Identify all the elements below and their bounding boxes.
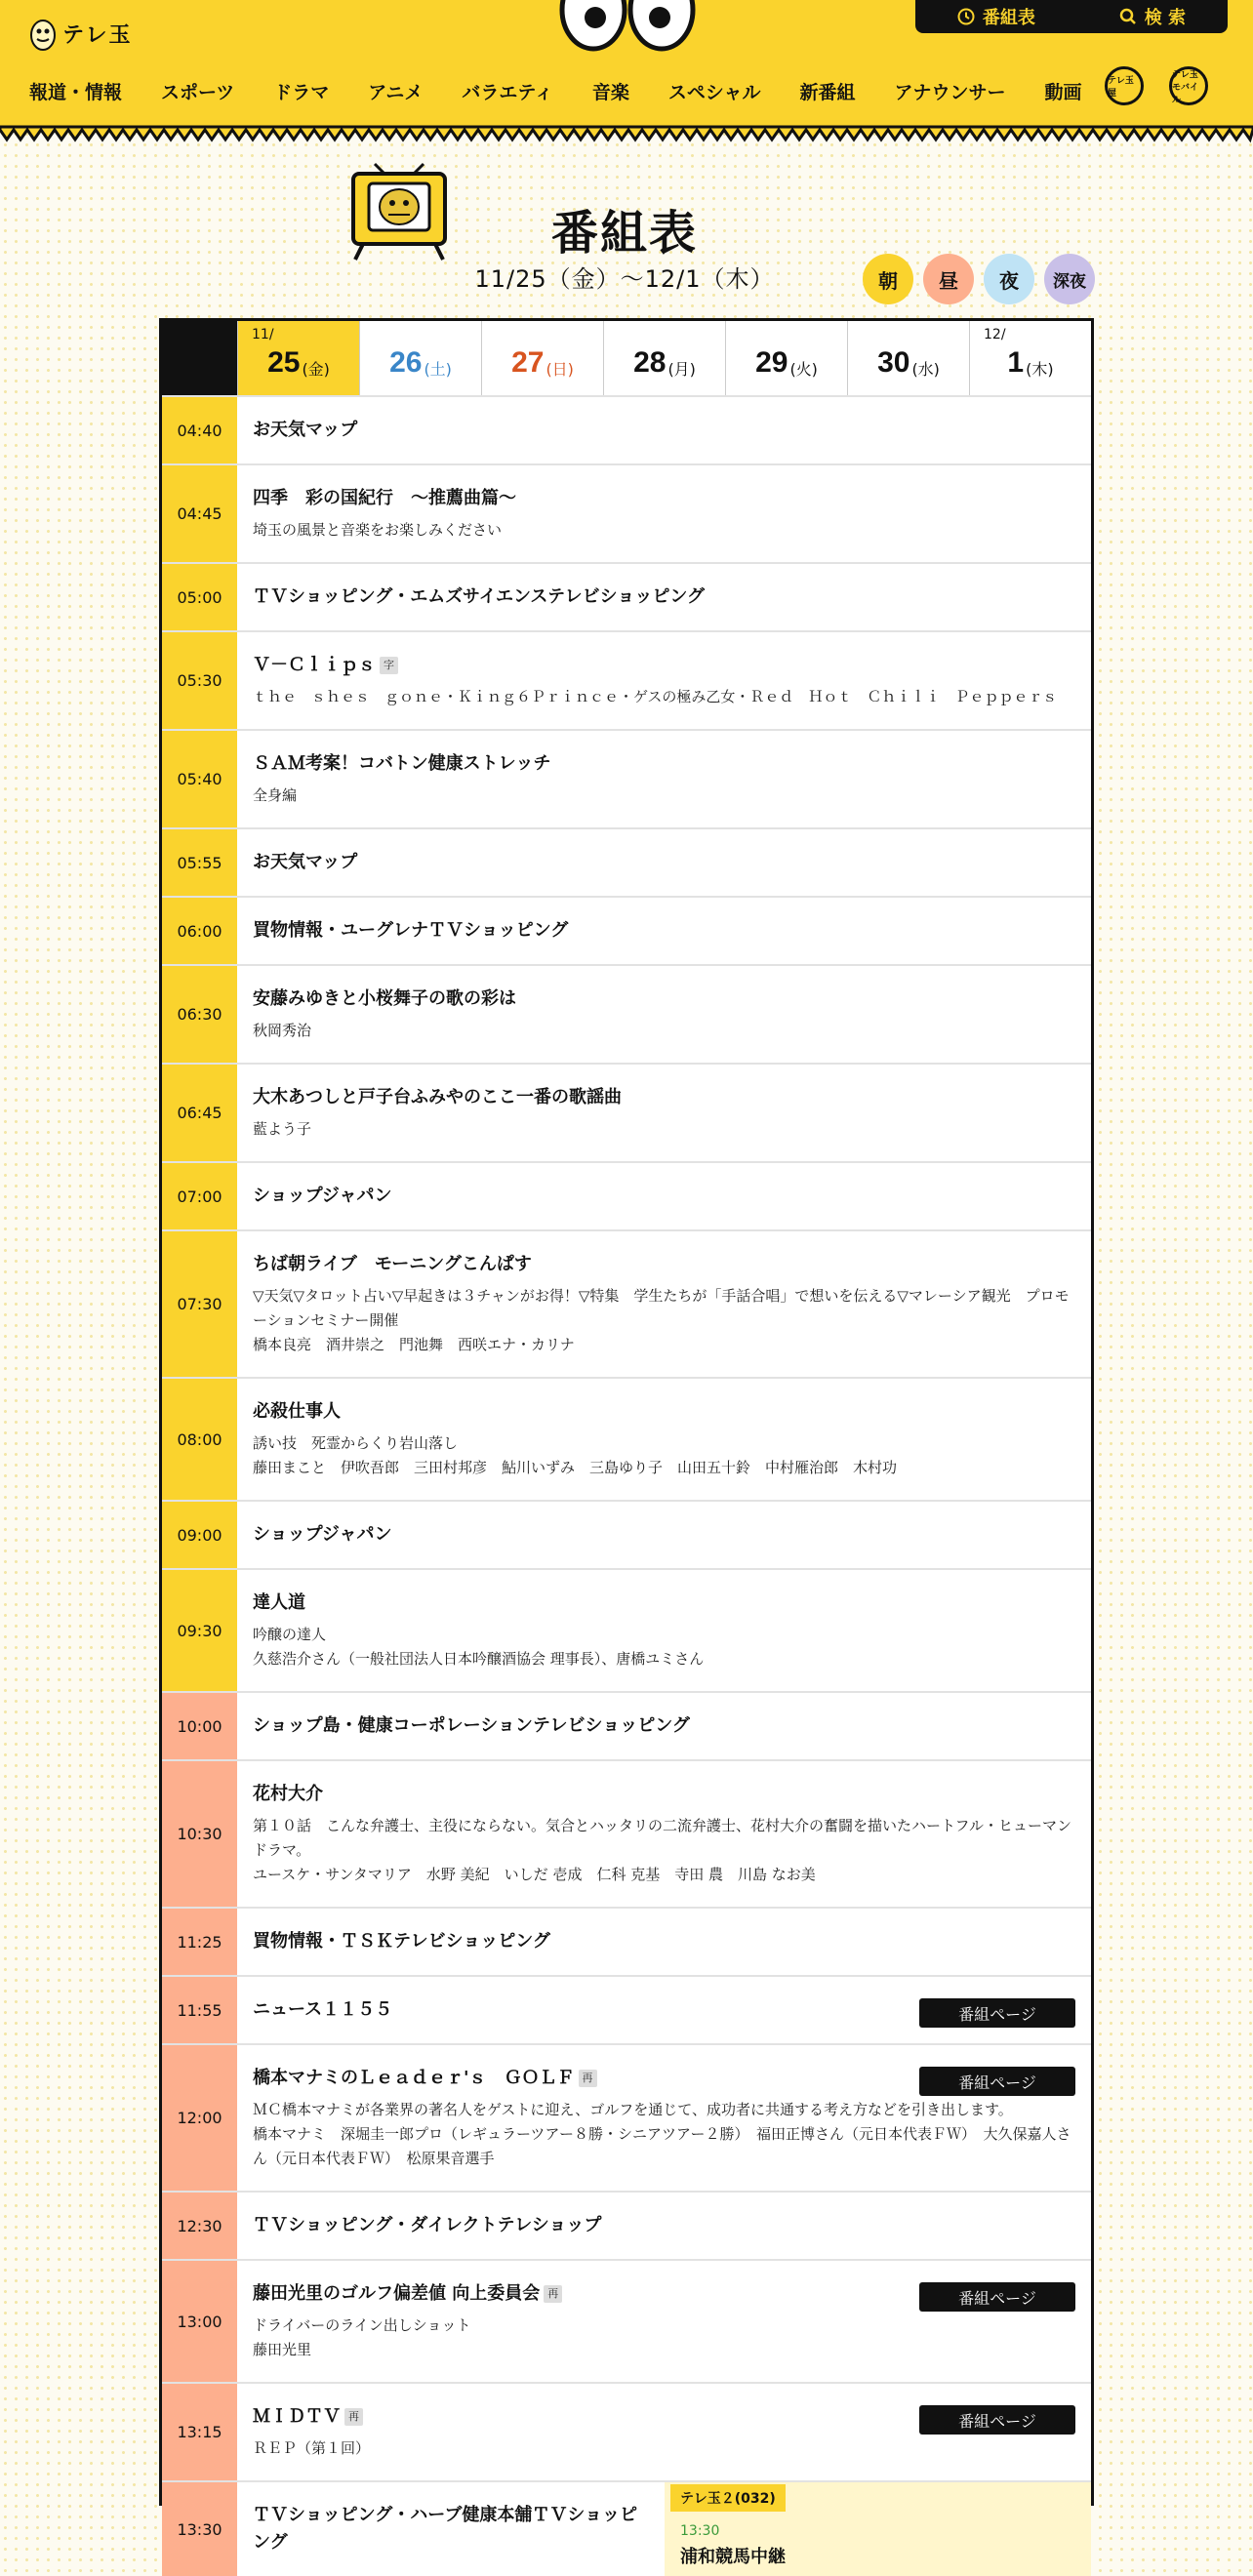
mascot-eyes-icon bbox=[554, 0, 701, 59]
program-row bbox=[162, 395, 1091, 463]
date-month: 12/ bbox=[984, 327, 1006, 342]
date-day: 30 bbox=[877, 346, 910, 379]
nav-item-new-programs[interactable]: 新番組 bbox=[799, 82, 856, 103]
nav-item-drama[interactable]: ドラマ bbox=[273, 82, 330, 103]
program-title-text: 達人道 bbox=[253, 1592, 305, 1613]
logo-text: テレ玉 bbox=[62, 22, 133, 48]
program-time: 11:55 bbox=[162, 1977, 237, 2043]
program-title[interactable] bbox=[253, 1398, 1075, 1426]
program-title[interactable] bbox=[253, 2502, 649, 2556]
search-link-label: 検 索 bbox=[1144, 8, 1187, 28]
schedule-table bbox=[159, 318, 1094, 2567]
program-title[interactable] bbox=[253, 1183, 1075, 1210]
nav-item-announcers[interactable]: アナウンサー bbox=[894, 82, 1006, 103]
date-tab[interactable] bbox=[359, 321, 481, 395]
program-cell[interactable] bbox=[237, 731, 1091, 827]
program-title-text: 必殺仕事人 bbox=[253, 1401, 341, 1422]
program-title[interactable] bbox=[253, 1928, 1075, 1955]
program-cell[interactable] bbox=[237, 1693, 1091, 1759]
date-tab[interactable] bbox=[237, 321, 359, 395]
program-cell[interactable] bbox=[237, 2261, 1091, 2382]
time-of-day-chips bbox=[863, 254, 1095, 304]
program-time: 08:00 bbox=[162, 1379, 237, 1500]
date-selector bbox=[162, 321, 1091, 395]
program-title-text: ＴＶショッピング・ダイレクトテレショップ bbox=[253, 2215, 602, 2235]
site-logo[interactable] bbox=[29, 16, 133, 51]
program-time: 09:00 bbox=[162, 1502, 237, 1568]
program-title-text: お天気マップ bbox=[253, 852, 358, 872]
program-title[interactable] bbox=[253, 652, 1075, 679]
program-cast: 橋本マナミ 深堀圭一郎プロ（レギュラーツアー８勝・シニアツアー２勝） 福田正博さん（元日本代表ＦＷ） 大久保嘉人さん（元日本代表ＦＷ） 松原果音選手 bbox=[253, 2125, 1071, 2167]
nav-item-news[interactable]: 報道・情報 bbox=[29, 82, 123, 103]
program-description: 埼玉の風景と音楽をお楽しみください bbox=[253, 521, 503, 539]
program-description: 藍よう子 bbox=[253, 1120, 312, 1138]
program-time: 05:30 bbox=[162, 632, 237, 729]
date-weekday: (金) bbox=[302, 360, 330, 379]
page-title: 番組表 bbox=[550, 206, 698, 261]
sub-channel-title[interactable]: 浦和競馬中継 bbox=[680, 2547, 786, 2567]
tv-mascot-icon bbox=[345, 164, 453, 262]
date-weekday: (日) bbox=[546, 360, 574, 379]
program-title[interactable] bbox=[253, 584, 1075, 611]
program-row bbox=[162, 2043, 1091, 2191]
nav-item-anime[interactable]: アニメ bbox=[368, 82, 424, 103]
program-time: 04:40 bbox=[162, 397, 237, 463]
program-title-text: お天気マップ bbox=[253, 420, 358, 440]
program-row bbox=[162, 1975, 1091, 2043]
program-title-text: 橋本マナミのＬｅａｄｅｒ'ｓ ＧＯＬＦ bbox=[253, 2068, 575, 2088]
program-description: ＲＥＰ（第１回） bbox=[253, 2439, 371, 2457]
program-title[interactable] bbox=[253, 1590, 1075, 1617]
program-title-text: 花村大介 bbox=[253, 1784, 323, 1804]
program-title[interactable] bbox=[253, 750, 1075, 778]
program-cast: 藤田光里 bbox=[253, 2341, 312, 2358]
program-time: 07:30 bbox=[162, 1231, 237, 1377]
main-nav bbox=[29, 78, 1121, 104]
chip-late-night[interactable]: 深夜 bbox=[1044, 254, 1095, 304]
search-icon bbox=[1119, 8, 1137, 25]
program-title[interactable] bbox=[253, 1712, 1075, 1740]
program-title-text: 安藤みゆきと小桜舞子の歌の彩は bbox=[253, 988, 516, 1009]
program-time: 05:40 bbox=[162, 731, 237, 827]
date-tab[interactable] bbox=[847, 321, 969, 395]
program-title[interactable] bbox=[253, 417, 1075, 444]
program-cell[interactable] bbox=[237, 564, 1091, 630]
program-title-text: ちば朝ライブ モーニングこんぱす bbox=[253, 1254, 532, 1274]
date-day: 27 bbox=[511, 346, 545, 379]
program-title[interactable] bbox=[253, 1521, 1075, 1549]
sub-channel-time: 13:30 bbox=[680, 2523, 720, 2539]
program-row bbox=[162, 2191, 1091, 2259]
program-row bbox=[162, 827, 1091, 896]
program-title-text: 買物情報・ＴＳＫテレビショッピング bbox=[253, 1931, 550, 1952]
program-title[interactable] bbox=[253, 849, 1075, 876]
search-link[interactable] bbox=[1119, 4, 1186, 29]
program-cell[interactable] bbox=[237, 1502, 1091, 1568]
program-row bbox=[162, 463, 1091, 562]
chip-daytime[interactable]: 昼 bbox=[923, 254, 974, 304]
program-time: 11:25 bbox=[162, 1909, 237, 1975]
program-row bbox=[162, 2382, 1091, 2480]
program-page-button[interactable]: 番組ページ bbox=[919, 1998, 1075, 2028]
program-time: 09:30 bbox=[162, 1570, 237, 1691]
program-description: 第１０話 こんな弁護士、主役にならない。気合とハッタリの二流弁護士、花村大介の奮闘を描いたハートフル・ヒューマンドラマ。 bbox=[253, 1817, 1071, 1859]
shop-icon-label: テレ玉屋 bbox=[1108, 76, 1134, 99]
program-title[interactable] bbox=[253, 917, 1075, 945]
date-range: 11/25（金）〜12/1（木） bbox=[474, 265, 775, 293]
program-row bbox=[162, 1063, 1091, 1161]
program-time: 06:30 bbox=[162, 966, 237, 1063]
date-weekday: (木) bbox=[1026, 360, 1054, 379]
program-title-text: ＴＶショッピング・ハーブ健康本舗ＴＶショッピング bbox=[253, 2505, 638, 2553]
program-cell[interactable] bbox=[237, 2193, 1091, 2259]
nav-item-video[interactable]: 動画 bbox=[1044, 82, 1082, 103]
mobile-icon[interactable] bbox=[1169, 66, 1208, 105]
mobile-icon-label: テレ玉モバイル bbox=[1172, 69, 1199, 105]
program-time: 06:00 bbox=[162, 898, 237, 964]
program-time: 13:30 bbox=[162, 2482, 237, 2576]
program-page-button[interactable]: 番組ページ bbox=[919, 2067, 1075, 2096]
date-day: 25 bbox=[267, 346, 301, 379]
program-cell[interactable] bbox=[237, 1379, 1091, 1500]
program-cell[interactable] bbox=[237, 1231, 1091, 1377]
program-cast: 藤田まこと 伊吹吾郎 三田村邦彦 鮎川いずみ 三島ゆり子 山田五十鈴 中村雁治郎 木村功 bbox=[253, 1459, 898, 1476]
nav-icon-links bbox=[1105, 66, 1208, 105]
program-time: 12:30 bbox=[162, 2193, 237, 2259]
chip-morning[interactable]: 朝 bbox=[863, 254, 913, 304]
program-row bbox=[162, 630, 1091, 729]
program-badge: 再 bbox=[579, 2070, 597, 2087]
program-time: 06:45 bbox=[162, 1065, 237, 1161]
program-title[interactable] bbox=[253, 2212, 1075, 2239]
program-row bbox=[162, 1229, 1091, 1377]
program-row bbox=[162, 562, 1091, 630]
program-time: 07:00 bbox=[162, 1163, 237, 1229]
program-time: 10:30 bbox=[162, 1761, 237, 1907]
program-title[interactable] bbox=[253, 485, 1075, 512]
program-row bbox=[162, 2480, 1091, 2576]
program-title-text: 買物情報・ユーグレナＴＶショッピング bbox=[253, 920, 569, 941]
date-tab[interactable] bbox=[481, 321, 603, 395]
program-row bbox=[162, 1568, 1091, 1691]
program-time: 13:15 bbox=[162, 2384, 237, 2480]
program-title-text: ショップジャパン bbox=[253, 1186, 392, 1206]
program-title-text: ＴＶショッピング・エムズサイエンステレビショッピング bbox=[253, 586, 705, 607]
program-cast: ユースケ・サンタマリア 水野 美紀 いしだ 壱成 仁科 克基 寺田 農 川島 なお美 bbox=[253, 1866, 816, 1883]
program-cell[interactable] bbox=[237, 2482, 665, 2576]
program-badge: 字 bbox=[380, 657, 398, 674]
program-badge: 再 bbox=[344, 2408, 363, 2426]
program-title[interactable] bbox=[253, 1251, 1075, 1278]
program-time: 04:45 bbox=[162, 465, 237, 562]
date-tab[interactable] bbox=[725, 321, 847, 395]
site-header bbox=[0, 0, 1253, 127]
program-row bbox=[162, 1500, 1091, 1568]
program-time: 05:55 bbox=[162, 829, 237, 896]
program-row bbox=[162, 964, 1091, 1063]
program-row bbox=[162, 1759, 1091, 1907]
program-description: 秋岡秀治 bbox=[253, 1022, 312, 1039]
date-tab[interactable] bbox=[603, 321, 725, 395]
date-day: 1 bbox=[1007, 346, 1025, 379]
program-row bbox=[162, 1161, 1091, 1229]
schedule-link[interactable] bbox=[957, 4, 1035, 29]
date-weekday: (土) bbox=[424, 360, 452, 379]
program-cell[interactable] bbox=[237, 1163, 1091, 1229]
clock-icon bbox=[957, 8, 975, 25]
top-utility-bar bbox=[915, 0, 1228, 33]
date-weekday: (水) bbox=[911, 360, 940, 379]
program-title-text: ショップジャパン bbox=[253, 1524, 392, 1545]
program-title-text: 藤田光里のゴルフ偏差値 向上委員会 bbox=[253, 2283, 541, 2304]
program-cell[interactable] bbox=[237, 1065, 1091, 1161]
schedule-link-label: 番組表 bbox=[982, 8, 1035, 28]
program-row bbox=[162, 729, 1091, 827]
program-row bbox=[162, 1691, 1091, 1759]
program-title-text: ショップ島・健康コーポレーションテレビショッピング bbox=[253, 1715, 690, 1736]
program-title-text: ニュース１１５５ bbox=[253, 1999, 393, 2020]
program-title-text: Ｖ－Ｃｌｉｐｓ bbox=[253, 655, 376, 675]
program-cell[interactable] bbox=[237, 2045, 1091, 2191]
tamago-mascot-icon bbox=[29, 16, 57, 51]
nav-item-variety[interactable]: バラエティ bbox=[462, 82, 553, 103]
nav-item-special[interactable]: スペシャル bbox=[667, 82, 761, 103]
program-page-button[interactable]: 番組ページ bbox=[919, 2405, 1075, 2435]
program-title[interactable] bbox=[253, 986, 1075, 1013]
program-time: 05:00 bbox=[162, 564, 237, 630]
program-description: ｔｈｅ ｓｈｅｓ ｇｏｎｅ・Ｋｉｎｇ６Ｐｒｉｎｃｅ・ゲスの極み乙女・Ｒｅｄ Ｈｏｔ Ｃｈｉｌｉ Ｐｅｐｐｅｒｓ bbox=[253, 688, 1058, 705]
program-cell[interactable] bbox=[237, 397, 1091, 463]
date-weekday: (火) bbox=[789, 360, 818, 379]
program-row bbox=[162, 2259, 1091, 2382]
program-cast: 久慈浩介さん（一般社団法人日本吟醸酒協会 理事長）、唐橋ユミさん bbox=[253, 1650, 705, 1668]
sub-channel-panel[interactable] bbox=[665, 2482, 1091, 2576]
program-description: 誘い技 死霊からくり岩山落し bbox=[253, 1434, 459, 1452]
program-page-button[interactable]: 番組ページ bbox=[919, 2282, 1075, 2312]
program-time: 12:00 bbox=[162, 2045, 237, 2191]
program-description: 全身編 bbox=[253, 786, 298, 804]
program-split bbox=[237, 2482, 1091, 2576]
program-list bbox=[162, 395, 1091, 2576]
program-cell[interactable] bbox=[237, 632, 1091, 729]
program-cast: 橋本良亮 酒井崇之 門池舞 西咲エナ・カリナ bbox=[253, 1336, 575, 1353]
program-cell[interactable] bbox=[237, 1977, 1091, 2043]
program-row bbox=[162, 1377, 1091, 1500]
nav-item-music[interactable]: 音楽 bbox=[591, 82, 629, 103]
nav-item-sports[interactable]: スポーツ bbox=[161, 82, 235, 103]
program-description: 吟醸の達人 bbox=[253, 1626, 327, 1643]
date-corner bbox=[162, 321, 237, 395]
program-cell[interactable] bbox=[237, 1570, 1091, 1691]
date-day: 28 bbox=[633, 346, 667, 379]
program-description: ドライバーのライン出しショット bbox=[253, 2316, 471, 2334]
program-title-text: 四季 彩の国紀行 ～推薦曲篇～ bbox=[253, 488, 516, 508]
program-cell[interactable] bbox=[237, 898, 1091, 964]
program-title-text: 大木あつしと戸子台ふみやのここ一番の歌謡曲 bbox=[253, 1087, 622, 1107]
header-zigzag-edge bbox=[0, 127, 1253, 144]
program-row bbox=[162, 1907, 1091, 1975]
program-description: ＭＣ橋本マナミが各業界の著名人をゲストに迎え、ゴルフを通じて、成功者に共通する考え方などを引き出します。 bbox=[253, 2101, 1013, 2118]
program-cell[interactable] bbox=[237, 829, 1091, 896]
chip-evening[interactable]: 夜 bbox=[984, 254, 1034, 304]
program-title[interactable] bbox=[253, 1084, 1075, 1111]
program-time: 10:00 bbox=[162, 1693, 237, 1759]
sub-channel-tag: テレ玉２(032) bbox=[670, 2484, 786, 2512]
program-cell[interactable] bbox=[237, 966, 1091, 1063]
program-cell[interactable] bbox=[237, 2384, 1091, 2480]
date-month: 11/ bbox=[252, 327, 274, 342]
program-time: 13:00 bbox=[162, 2261, 237, 2382]
date-weekday: (月) bbox=[667, 360, 696, 379]
date-tab[interactable] bbox=[969, 321, 1091, 395]
program-badge: 再 bbox=[544, 2285, 562, 2303]
program-title[interactable] bbox=[253, 1781, 1075, 1808]
shop-icon[interactable] bbox=[1105, 66, 1144, 105]
program-cell[interactable] bbox=[237, 1761, 1091, 1907]
program-title-text: ＳＡＭ考案！コバトン健康ストレッチ bbox=[253, 753, 551, 774]
program-description: ▽天気▽タロット占い▽早起きは３チャンがお得！▽特集 学生たちが「手話合唱」で想いを伝える▽マレーシア観光 プロモーションセミナー開催 bbox=[253, 1287, 1070, 1329]
program-cell[interactable] bbox=[237, 465, 1091, 562]
date-day: 26 bbox=[389, 346, 423, 379]
program-cell[interactable] bbox=[237, 1909, 1091, 1975]
program-title-text: ＭＩＤＴＶ bbox=[253, 2406, 341, 2427]
program-row bbox=[162, 896, 1091, 964]
date-day: 29 bbox=[755, 346, 788, 379]
